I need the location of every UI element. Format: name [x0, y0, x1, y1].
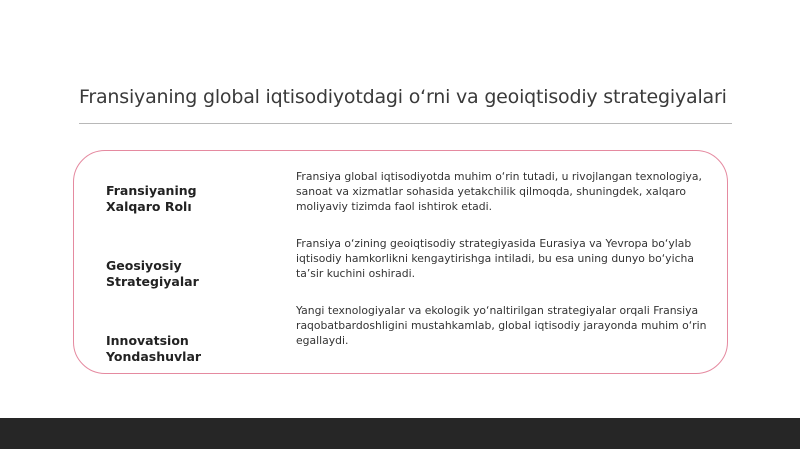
item-label-international-role [106, 183, 266, 215]
item-label-line: Fransiyaning [106, 183, 197, 198]
footer-bar [0, 418, 800, 449]
item-label-line: Yondashuvlar [106, 349, 202, 364]
item-description-geopolitical-strategies: Fransiya o‘zining geoiqtisodiy strategiyasida Eurasiya va Yevropa bo‘ylab iqtisodiy hamkorlikni kengaytirishga intiladi, bu esa uning dunyo bo‘yicha ta’sir kuchini oshiradi. [296, 237, 694, 280]
item-label-innovative-approaches [106, 333, 266, 365]
item-label-line: Geosiyosiy [106, 258, 182, 273]
item-description-international-role: Fransiya global iqtisodiyotda muhim o‘rin tutadi, u rivojlangan texnologiya, sanoat va xizmatlar sohasida yetakchilik qilmoqda, shuningdek, xalqaro moliyaviy tizimda faol ishtirok etadi. [296, 170, 702, 213]
item-label-geopolitical-strategies [106, 258, 266, 290]
item-label-line: Xalqaro Rolı [106, 199, 192, 214]
title-divider [79, 123, 732, 124]
slide-title: Fransiyaning global iqtisodiyotdagi o‘rni va geoiqtisodiy strategiyalari [79, 86, 727, 108]
item-label-line: Innovatsion [106, 333, 189, 348]
item-label-line: Strategiyalar [106, 274, 199, 289]
item-description-innovative-approaches: Yangi texnologiyalar va ekologik yo‘naltirilgan strategiyalar orqali Fransiya raqobatbardoshligini mustahkamlab, global iqtisodiy jarayonda muhim o‘rin egallaydi. [296, 304, 707, 347]
